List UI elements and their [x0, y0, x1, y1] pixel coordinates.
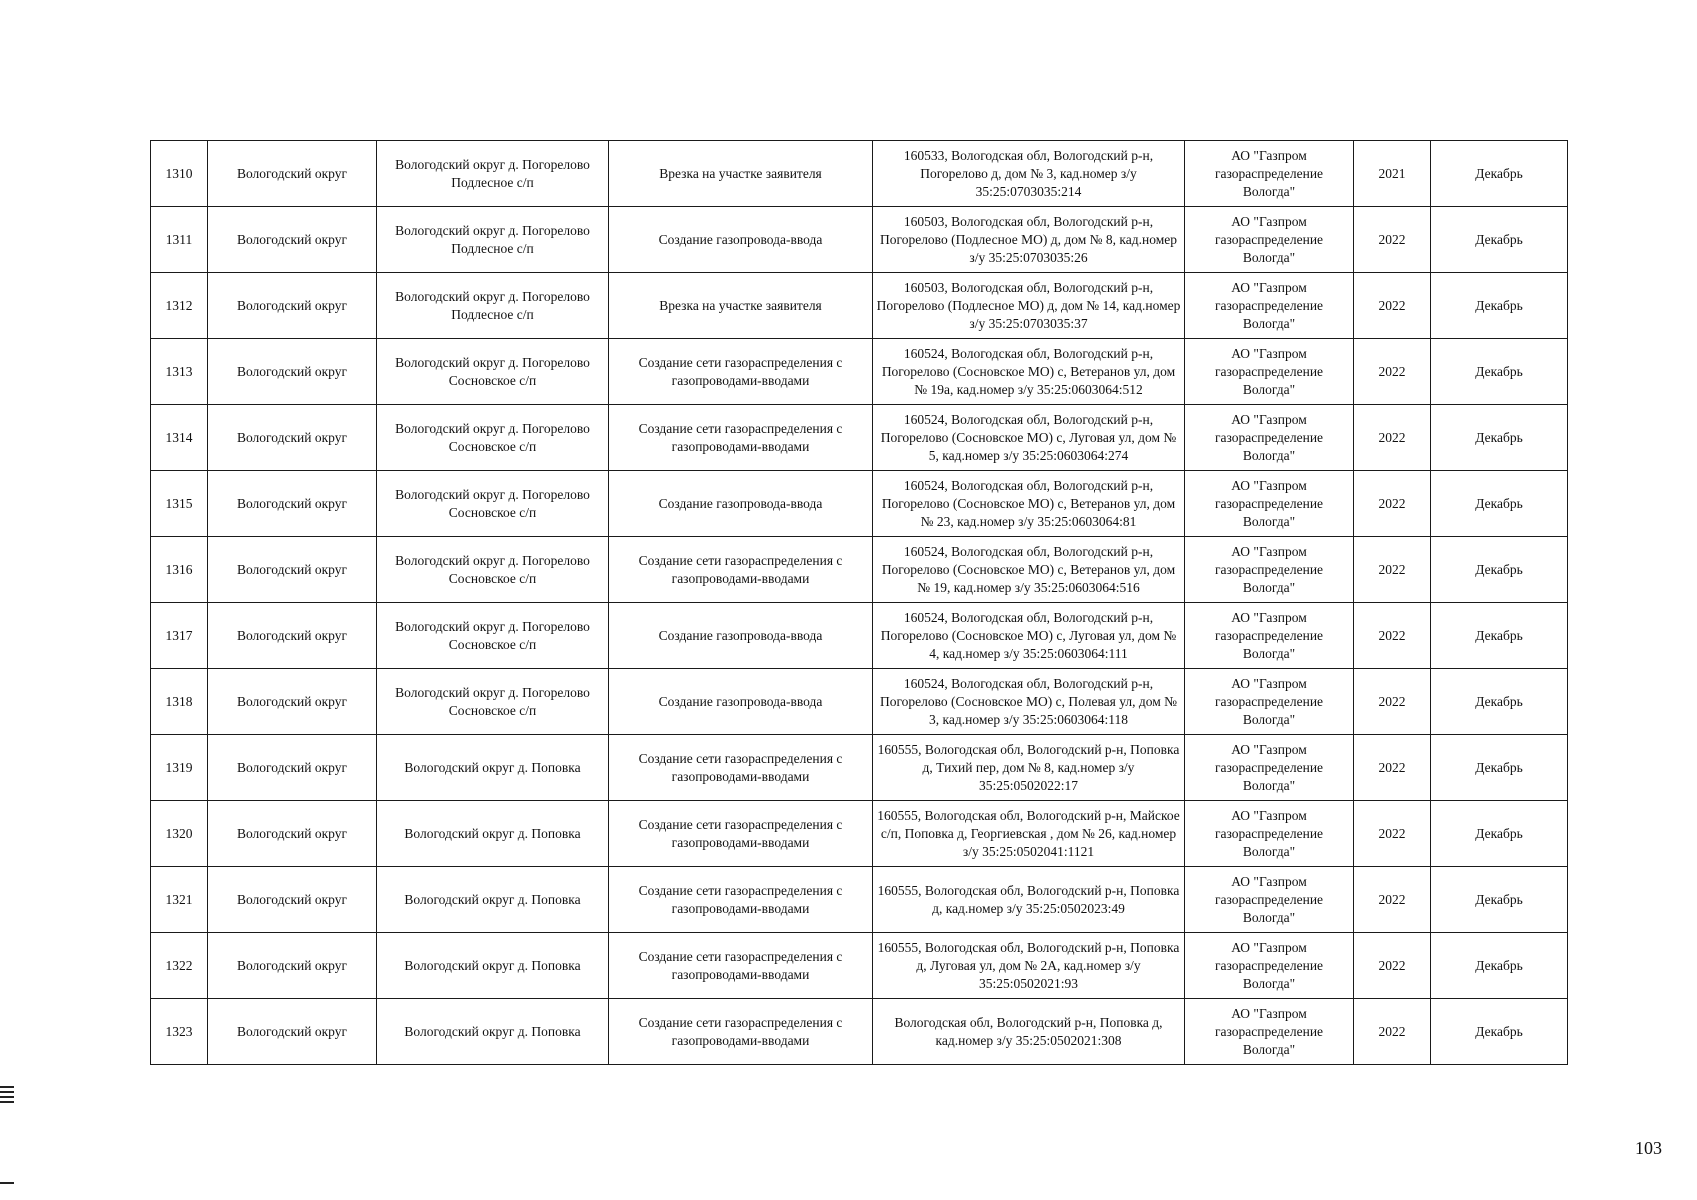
work-type-cell: Создание газопровода-ввода	[609, 207, 873, 273]
organization-cell: АО "Газпром газораспределение Вологда"	[1185, 669, 1354, 735]
organization-cell: АО "Газпром газораспределение Вологда"	[1185, 141, 1354, 207]
year-cell: 2022	[1354, 735, 1431, 801]
district-cell: Вологодский округ	[208, 999, 377, 1065]
organization-cell: АО "Газпром газораспределение Вологда"	[1185, 867, 1354, 933]
row-number-cell: 1315	[151, 471, 208, 537]
locality-cell: Вологодский округ д. Погорелово Подлесное с/п	[377, 207, 609, 273]
address-cell: 160555, Вологодская обл, Вологодский р-н, Поповка д, Луговая ул, дом № 2А, кад.номер з/у 35:25:0502021:93	[873, 933, 1185, 999]
work-type-cell: Создание сети газораспределения с газопроводами-вводами	[609, 537, 873, 603]
month-cell: Декабрь	[1431, 933, 1568, 999]
district-cell: Вологодский округ	[208, 801, 377, 867]
row-number-cell: 1310	[151, 141, 208, 207]
month-cell: Декабрь	[1431, 405, 1568, 471]
organization-cell: АО "Газпром газораспределение Вологда"	[1185, 735, 1354, 801]
organization-cell: АО "Газпром газораспределение Вологда"	[1185, 273, 1354, 339]
month-cell: Декабрь	[1431, 801, 1568, 867]
address-cell: 160503, Вологодская обл, Вологодский р-н, Погорелово (Подлесное МО) д, дом № 8, кад.номер з/у 35:25:0703035:26	[873, 207, 1185, 273]
locality-cell: Вологодский округ д. Погорелово Сосновское с/п	[377, 405, 609, 471]
row-number-cell: 1311	[151, 207, 208, 273]
table-row	[151, 669, 1568, 735]
row-number-cell: 1321	[151, 867, 208, 933]
row-number-cell: 1320	[151, 801, 208, 867]
year-cell: 2021	[1354, 141, 1431, 207]
address-cell: 160555, Вологодская обл, Вологодский р-н, Поповка д, кад.номер з/у 35:25:0502023:49	[873, 867, 1185, 933]
locality-cell: Вологодский округ д. Поповка	[377, 801, 609, 867]
district-cell: Вологодский округ	[208, 669, 377, 735]
row-number-cell: 1313	[151, 339, 208, 405]
gasification-table	[150, 140, 1568, 1065]
district-cell: Вологодский округ	[208, 273, 377, 339]
table-row	[151, 933, 1568, 999]
row-number-cell: 1312	[151, 273, 208, 339]
address-cell: 160524, Вологодская обл, Вологодский р-н, Погорелово (Сосновское МО) с, Ветеранов ул, дом № 23, кад.номер з/у 35:25:0603064:81	[873, 471, 1185, 537]
locality-cell: Вологодский округ д. Погорелово Подлесное с/п	[377, 273, 609, 339]
year-cell: 2022	[1354, 537, 1431, 603]
year-cell: 2022	[1354, 867, 1431, 933]
year-cell: 2022	[1354, 471, 1431, 537]
table-row	[151, 207, 1568, 273]
district-cell: Вологодский округ	[208, 339, 377, 405]
organization-cell: АО "Газпром газораспределение Вологда"	[1185, 405, 1354, 471]
table-row	[151, 603, 1568, 669]
work-type-cell: Создание газопровода-ввода	[609, 669, 873, 735]
month-cell: Декабрь	[1431, 141, 1568, 207]
district-cell: Вологодский округ	[208, 471, 377, 537]
locality-cell: Вологодский округ д. Поповка	[377, 735, 609, 801]
table-body	[151, 141, 1568, 1065]
work-type-cell: Создание сети газораспределения с газопроводами-вводами	[609, 933, 873, 999]
organization-cell: АО "Газпром газораспределение Вологда"	[1185, 537, 1354, 603]
year-cell: 2022	[1354, 801, 1431, 867]
district-cell: Вологодский округ	[208, 603, 377, 669]
row-number-cell: 1322	[151, 933, 208, 999]
address-cell: 160555, Вологодская обл, Вологодский р-н, Поповка д, Тихий пер, дом № 8, кад.номер з/у 35:25:0502022:17	[873, 735, 1185, 801]
organization-cell: АО "Газпром газораспределение Вологда"	[1185, 999, 1354, 1065]
district-cell: Вологодский округ	[208, 537, 377, 603]
month-cell: Декабрь	[1431, 207, 1568, 273]
row-number-cell: 1314	[151, 405, 208, 471]
month-cell: Декабрь	[1431, 339, 1568, 405]
month-cell: Декабрь	[1431, 603, 1568, 669]
locality-cell: Вологодский округ д. Погорелово Сосновское с/п	[377, 471, 609, 537]
address-cell: 160503, Вологодская обл, Вологодский р-н, Погорелово (Подлесное МО) д, дом № 14, кад.номер з/у 35:25:0703035:37	[873, 273, 1185, 339]
row-number-cell: 1316	[151, 537, 208, 603]
organization-cell: АО "Газпром газораспределение Вологда"	[1185, 933, 1354, 999]
address-cell: 160524, Вологодская обл, Вологодский р-н, Погорелово (Сосновское МО) с, Луговая ул, дом № 5, кад.номер з/у 35:25:0603064:274	[873, 405, 1185, 471]
table-row	[151, 867, 1568, 933]
work-type-cell: Врезка на участке заявителя	[609, 141, 873, 207]
locality-cell: Вологодский округ д. Погорелово Подлесное с/п	[377, 141, 609, 207]
year-cell: 2022	[1354, 405, 1431, 471]
table-row	[151, 405, 1568, 471]
row-number-cell: 1317	[151, 603, 208, 669]
work-type-cell: Создание сети газораспределения с газопроводами-вводами	[609, 867, 873, 933]
work-type-cell: Создание газопровода-ввода	[609, 471, 873, 537]
address-cell: 160524, Вологодская обл, Вологодский р-н, Погорелово (Сосновское МО) с, Полевая ул, дом № 3, кад.номер з/у 35:25:0603064:118	[873, 669, 1185, 735]
year-cell: 2022	[1354, 603, 1431, 669]
margin-mark	[0, 1086, 14, 1106]
address-cell: 160524, Вологодская обл, Вологодский р-н, Погорелово (Сосновское МО) с, Ветеранов ул, дом № 19а, кад.номер з/у 35:25:0603064:512	[873, 339, 1185, 405]
organization-cell: АО "Газпром газораспределение Вологда"	[1185, 207, 1354, 273]
year-cell: 2022	[1354, 339, 1431, 405]
document-sheet	[150, 140, 1567, 1065]
row-number-cell: 1323	[151, 999, 208, 1065]
locality-cell: Вологодский округ д. Поповка	[377, 933, 609, 999]
table-row	[151, 537, 1568, 603]
table-row	[151, 141, 1568, 207]
month-cell: Декабрь	[1431, 867, 1568, 933]
work-type-cell: Создание сети газораспределения с газопроводами-вводами	[609, 405, 873, 471]
work-type-cell: Создание сети газораспределения с газопроводами-вводами	[609, 801, 873, 867]
page-number: 103	[1635, 1138, 1662, 1158]
year-cell: 2022	[1354, 207, 1431, 273]
locality-cell: Вологодский округ д. Поповка	[377, 867, 609, 933]
year-cell: 2022	[1354, 933, 1431, 999]
year-cell: 2022	[1354, 273, 1431, 339]
locality-cell: Вологодский округ д. Погорелово Сосновское с/п	[377, 669, 609, 735]
address-cell: 160524, Вологодская обл, Вологодский р-н, Погорелово (Сосновское МО) с, Ветеранов ул, дом № 19, кад.номер з/у 35:25:0603064:516	[873, 537, 1185, 603]
locality-cell: Вологодский округ д. Поповка	[377, 999, 609, 1065]
district-cell: Вологодский округ	[208, 867, 377, 933]
table-row	[151, 735, 1568, 801]
organization-cell: АО "Газпром газораспределение Вологда"	[1185, 471, 1354, 537]
district-cell: Вологодский округ	[208, 141, 377, 207]
work-type-cell: Создание газопровода-ввода	[609, 603, 873, 669]
address-cell: 160555, Вологодская обл, Вологодский р-н, Майское с/п, Поповка д, Георгиевская , дом № 26, кад.номер з/у 35:25:0502041:1121	[873, 801, 1185, 867]
table-row	[151, 273, 1568, 339]
month-cell: Декабрь	[1431, 999, 1568, 1065]
month-cell: Декабрь	[1431, 669, 1568, 735]
address-cell: Вологодская обл, Вологодский р-н, Поповка д, кад.номер з/у 35:25:0502021:308	[873, 999, 1185, 1065]
row-number-cell: 1319	[151, 735, 208, 801]
district-cell: Вологодский округ	[208, 933, 377, 999]
table-row	[151, 801, 1568, 867]
margin-dash	[0, 1182, 14, 1184]
table-row	[151, 471, 1568, 537]
organization-cell: АО "Газпром газораспределение Вологда"	[1185, 339, 1354, 405]
district-cell: Вологодский округ	[208, 207, 377, 273]
year-cell: 2022	[1354, 999, 1431, 1065]
address-cell: 160524, Вологодская обл, Вологодский р-н, Погорелово (Сосновское МО) с, Луговая ул, дом № 4, кад.номер з/у 35:25:0603064:111	[873, 603, 1185, 669]
locality-cell: Вологодский округ д. Погорелово Сосновское с/п	[377, 339, 609, 405]
work-type-cell: Создание сети газораспределения с газопроводами-вводами	[609, 339, 873, 405]
month-cell: Декабрь	[1431, 273, 1568, 339]
month-cell: Декабрь	[1431, 471, 1568, 537]
year-cell: 2022	[1354, 669, 1431, 735]
organization-cell: АО "Газпром газораспределение Вологда"	[1185, 603, 1354, 669]
month-cell: Декабрь	[1431, 537, 1568, 603]
district-cell: Вологодский округ	[208, 735, 377, 801]
organization-cell: АО "Газпром газораспределение Вологда"	[1185, 801, 1354, 867]
locality-cell: Вологодский округ д. Погорелово Сосновское с/п	[377, 537, 609, 603]
row-number-cell: 1318	[151, 669, 208, 735]
work-type-cell: Врезка на участке заявителя	[609, 273, 873, 339]
address-cell: 160533, Вологодская обл, Вологодский р-н, Погорелово д, дом № 3, кад.номер з/у 35:25:0703035:214	[873, 141, 1185, 207]
district-cell: Вологодский округ	[208, 405, 377, 471]
work-type-cell: Создание сети газораспределения с газопроводами-вводами	[609, 999, 873, 1065]
locality-cell: Вологодский округ д. Погорелово Сосновское с/п	[377, 603, 609, 669]
work-type-cell: Создание сети газораспределения с газопроводами-вводами	[609, 735, 873, 801]
table-row	[151, 999, 1568, 1065]
table-row	[151, 339, 1568, 405]
month-cell: Декабрь	[1431, 735, 1568, 801]
